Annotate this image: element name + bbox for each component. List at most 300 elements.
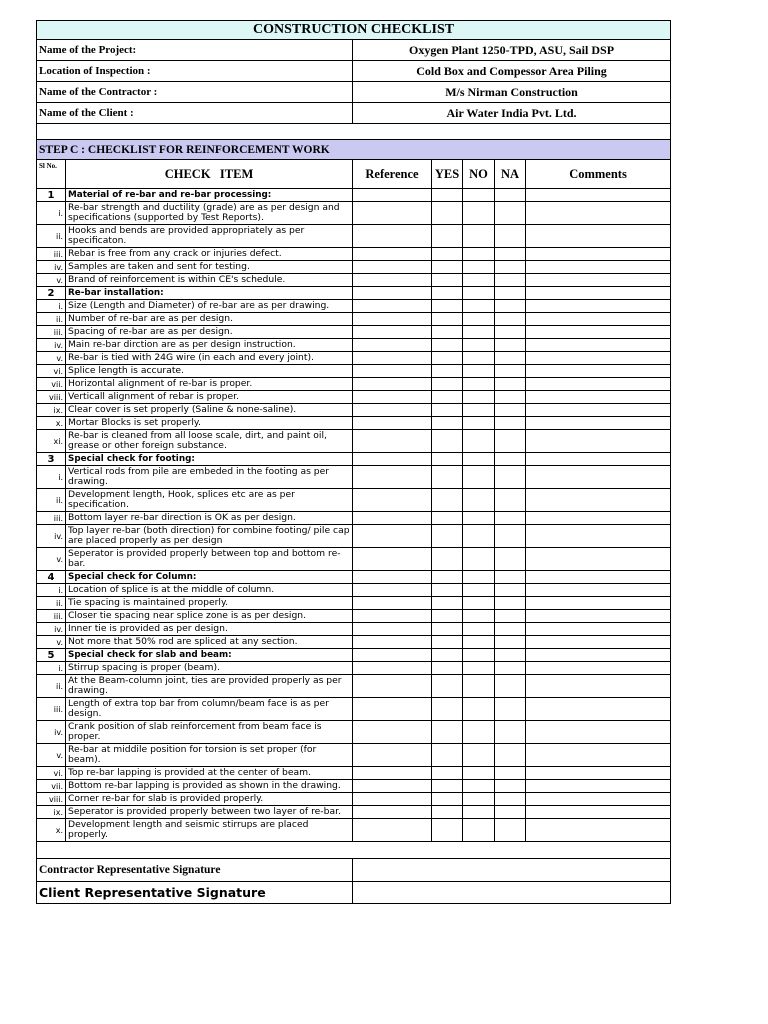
item-number: iv. bbox=[37, 721, 66, 744]
item-no-cell[interactable] bbox=[463, 339, 495, 352]
item-comments-cell[interactable] bbox=[526, 636, 671, 649]
item-no-cell[interactable] bbox=[463, 202, 495, 225]
item-na-cell[interactable] bbox=[495, 819, 526, 842]
checklist-item-row bbox=[37, 261, 671, 274]
item-comments-cell[interactable] bbox=[526, 623, 671, 636]
item-no-cell[interactable] bbox=[463, 404, 495, 417]
item-na-cell[interactable] bbox=[495, 780, 526, 793]
item-no-cell[interactable] bbox=[463, 225, 495, 248]
item-reference-cell[interactable] bbox=[353, 430, 432, 453]
item-number: ii. bbox=[37, 489, 66, 512]
item-no-cell[interactable] bbox=[463, 584, 495, 597]
item-no-cell[interactable] bbox=[463, 662, 495, 675]
item-na-cell[interactable] bbox=[495, 365, 526, 378]
item-na-cell[interactable] bbox=[495, 225, 526, 248]
section-row bbox=[37, 189, 671, 202]
section-row bbox=[37, 453, 671, 466]
item-na-cell[interactable] bbox=[495, 525, 526, 548]
item-no-cell[interactable] bbox=[463, 793, 495, 806]
section-na-cell[interactable] bbox=[495, 453, 526, 466]
section-comments-cell[interactable] bbox=[526, 189, 671, 202]
item-na-cell[interactable] bbox=[495, 744, 526, 767]
checklist-item-row bbox=[37, 352, 671, 365]
item-yes-cell[interactable] bbox=[432, 793, 463, 806]
item-text: Not more that 50% rod are spliced at any section. bbox=[66, 636, 353, 649]
item-yes-cell[interactable] bbox=[432, 300, 463, 313]
section-yes-cell[interactable] bbox=[432, 649, 463, 662]
item-text: Stirrup spacing is proper (beam). bbox=[66, 662, 353, 675]
checklist-item-row bbox=[37, 662, 671, 675]
spacer-row bbox=[37, 124, 671, 140]
item-text: Horizontal alignment of re-bar is proper. bbox=[66, 378, 353, 391]
item-yes-cell[interactable] bbox=[432, 352, 463, 365]
checklist-item-row bbox=[37, 202, 671, 225]
item-text: Inner tie is provided as per design. bbox=[66, 623, 353, 636]
section-yes-cell[interactable] bbox=[432, 453, 463, 466]
item-no-cell[interactable] bbox=[463, 248, 495, 261]
item-no-cell[interactable] bbox=[463, 489, 495, 512]
checklist-item-row bbox=[37, 819, 671, 842]
item-text: Main re-bar dirction are as per design instruction. bbox=[66, 339, 353, 352]
item-comments-cell[interactable] bbox=[526, 225, 671, 248]
checklist-item-row bbox=[37, 623, 671, 636]
section-comments-cell[interactable] bbox=[526, 287, 671, 300]
item-yes-cell[interactable] bbox=[432, 261, 463, 274]
item-yes-cell[interactable] bbox=[432, 512, 463, 525]
item-no-cell[interactable] bbox=[463, 352, 495, 365]
item-na-cell[interactable] bbox=[495, 610, 526, 623]
item-yes-cell[interactable] bbox=[432, 225, 463, 248]
item-no-cell[interactable] bbox=[463, 378, 495, 391]
item-comments-cell[interactable] bbox=[526, 430, 671, 453]
item-yes-cell[interactable] bbox=[432, 404, 463, 417]
checklist-item-row bbox=[37, 391, 671, 404]
section-reference-cell[interactable] bbox=[353, 649, 432, 662]
item-comments-cell[interactable] bbox=[526, 597, 671, 610]
item-comments-cell[interactable] bbox=[526, 378, 671, 391]
item-comments-cell[interactable] bbox=[526, 300, 671, 313]
item-number: iii. bbox=[37, 248, 66, 261]
item-no-cell[interactable] bbox=[463, 548, 495, 571]
checklist-title: CONSTRUCTION CHECKLIST bbox=[37, 21, 671, 40]
item-comments-cell[interactable] bbox=[526, 339, 671, 352]
item-na-cell[interactable] bbox=[495, 404, 526, 417]
item-reference-cell[interactable] bbox=[353, 548, 432, 571]
checklist-item-row bbox=[37, 610, 671, 623]
section-na-cell[interactable] bbox=[495, 189, 526, 202]
section-no-cell[interactable] bbox=[463, 453, 495, 466]
checklist-table bbox=[36, 20, 671, 904]
item-no-cell[interactable] bbox=[463, 721, 495, 744]
item-no-cell[interactable] bbox=[463, 313, 495, 326]
item-yes-cell[interactable] bbox=[432, 548, 463, 571]
section-title: Special check for footing: bbox=[66, 453, 353, 466]
item-yes-cell[interactable] bbox=[432, 326, 463, 339]
item-yes-cell[interactable] bbox=[432, 417, 463, 430]
item-yes-cell[interactable] bbox=[432, 780, 463, 793]
item-reference-cell[interactable] bbox=[353, 512, 432, 525]
item-number: viii. bbox=[37, 391, 66, 404]
item-reference-cell[interactable] bbox=[353, 597, 432, 610]
item-na-cell[interactable] bbox=[495, 202, 526, 225]
item-text: Top re-bar lapping is provided at the center of beam. bbox=[66, 767, 353, 780]
header-row-contractor bbox=[37, 82, 671, 103]
item-na-cell[interactable] bbox=[495, 391, 526, 404]
item-yes-cell[interactable] bbox=[432, 819, 463, 842]
section-na-cell[interactable] bbox=[495, 287, 526, 300]
item-yes-cell[interactable] bbox=[432, 365, 463, 378]
item-comments-cell[interactable] bbox=[526, 675, 671, 698]
item-no-cell[interactable] bbox=[463, 391, 495, 404]
item-number: iii. bbox=[37, 698, 66, 721]
item-reference-cell[interactable] bbox=[353, 767, 432, 780]
item-number: viii. bbox=[37, 793, 66, 806]
item-yes-cell[interactable] bbox=[432, 597, 463, 610]
item-no-cell[interactable] bbox=[463, 274, 495, 287]
section-title: Material of re-bar and re-bar processing: bbox=[66, 189, 353, 202]
item-no-cell[interactable] bbox=[463, 597, 495, 610]
item-na-cell[interactable] bbox=[495, 662, 526, 675]
item-no-cell[interactable] bbox=[463, 698, 495, 721]
item-na-cell[interactable] bbox=[495, 248, 526, 261]
item-reference-cell[interactable] bbox=[353, 780, 432, 793]
item-na-cell[interactable] bbox=[495, 378, 526, 391]
checklist-item-row bbox=[37, 466, 671, 489]
item-comments-cell[interactable] bbox=[526, 721, 671, 744]
item-na-cell[interactable] bbox=[495, 698, 526, 721]
item-comments-cell[interactable] bbox=[526, 274, 671, 287]
item-na-cell[interactable] bbox=[495, 274, 526, 287]
item-text: Verticall alignment of rebar is proper. bbox=[66, 391, 353, 404]
item-no-cell[interactable] bbox=[463, 610, 495, 623]
item-reference-cell[interactable] bbox=[353, 202, 432, 225]
item-na-cell[interactable] bbox=[495, 675, 526, 698]
item-text: Bottom layer re-bar direction is OK as per design. bbox=[66, 512, 353, 525]
item-comments-cell[interactable] bbox=[526, 489, 671, 512]
section-comments-cell[interactable] bbox=[526, 571, 671, 584]
checklist-item-row bbox=[37, 313, 671, 326]
item-na-cell[interactable] bbox=[495, 352, 526, 365]
item-na-cell[interactable] bbox=[495, 339, 526, 352]
item-reference-cell[interactable] bbox=[353, 261, 432, 274]
item-reference-cell[interactable] bbox=[353, 584, 432, 597]
item-reference-cell[interactable] bbox=[353, 391, 432, 404]
col-yes: YES bbox=[432, 160, 463, 189]
item-na-cell[interactable] bbox=[495, 623, 526, 636]
item-na-cell[interactable] bbox=[495, 512, 526, 525]
item-comments-cell[interactable] bbox=[526, 698, 671, 721]
item-yes-cell[interactable] bbox=[432, 313, 463, 326]
section-number: 3 bbox=[37, 453, 66, 466]
item-na-cell[interactable] bbox=[495, 548, 526, 571]
item-na-cell[interactable] bbox=[495, 261, 526, 274]
item-reference-cell[interactable] bbox=[353, 248, 432, 261]
item-text: Brand of reinforcement is within CE's schedule. bbox=[66, 274, 353, 287]
section-yes-cell[interactable] bbox=[432, 287, 463, 300]
col-comments: Comments bbox=[526, 160, 671, 189]
col-na: NA bbox=[495, 160, 526, 189]
item-reference-cell[interactable] bbox=[353, 793, 432, 806]
item-no-cell[interactable] bbox=[463, 326, 495, 339]
item-reference-cell[interactable] bbox=[353, 404, 432, 417]
checklist-item-row bbox=[37, 248, 671, 261]
client-signature-row bbox=[37, 882, 671, 904]
item-no-cell[interactable] bbox=[463, 300, 495, 313]
item-text: At the Beam-column joint, ties are provided properly as per drawing. bbox=[66, 675, 353, 698]
section-reference-cell[interactable] bbox=[353, 189, 432, 202]
section-comments-cell[interactable] bbox=[526, 453, 671, 466]
item-reference-cell[interactable] bbox=[353, 352, 432, 365]
item-comments-cell[interactable] bbox=[526, 202, 671, 225]
item-reference-cell[interactable] bbox=[353, 806, 432, 819]
item-reference-cell[interactable] bbox=[353, 525, 432, 548]
item-comments-cell[interactable] bbox=[526, 404, 671, 417]
item-reference-cell[interactable] bbox=[353, 326, 432, 339]
item-number: v. bbox=[37, 548, 66, 571]
item-comments-cell[interactable] bbox=[526, 313, 671, 326]
item-na-cell[interactable] bbox=[495, 313, 526, 326]
section-number: 5 bbox=[37, 649, 66, 662]
item-reference-cell[interactable] bbox=[353, 417, 432, 430]
item-comments-cell[interactable] bbox=[526, 610, 671, 623]
item-text: Number of re-bar are as per design. bbox=[66, 313, 353, 326]
checklist-item-row bbox=[37, 225, 671, 248]
item-na-cell[interactable] bbox=[495, 466, 526, 489]
item-comments-cell[interactable] bbox=[526, 248, 671, 261]
checklist-item-row bbox=[37, 548, 671, 571]
item-no-cell[interactable] bbox=[463, 767, 495, 780]
item-yes-cell[interactable] bbox=[432, 623, 463, 636]
section-yes-cell[interactable] bbox=[432, 571, 463, 584]
checklist-item-row bbox=[37, 489, 671, 512]
item-text: Development length, Hook, splices etc are as per specification. bbox=[66, 489, 353, 512]
section-no-cell[interactable] bbox=[463, 189, 495, 202]
client-value[interactable]: Air Water India Pvt. Ltd. bbox=[353, 103, 671, 124]
item-yes-cell[interactable] bbox=[432, 744, 463, 767]
section-reference-cell[interactable] bbox=[353, 453, 432, 466]
item-comments-cell[interactable] bbox=[526, 584, 671, 597]
section-na-cell[interactable] bbox=[495, 649, 526, 662]
item-yes-cell[interactable] bbox=[432, 636, 463, 649]
item-reference-cell[interactable] bbox=[353, 744, 432, 767]
item-comments-cell[interactable] bbox=[526, 793, 671, 806]
item-comments-cell[interactable] bbox=[526, 326, 671, 339]
item-yes-cell[interactable] bbox=[432, 202, 463, 225]
section-reference-cell[interactable] bbox=[353, 571, 432, 584]
spacer-cell bbox=[37, 124, 671, 140]
section-reference-cell[interactable] bbox=[353, 287, 432, 300]
item-yes-cell[interactable] bbox=[432, 698, 463, 721]
location-label: Location of Inspection : bbox=[37, 61, 353, 82]
item-comments-cell[interactable] bbox=[526, 767, 671, 780]
item-reference-cell[interactable] bbox=[353, 339, 432, 352]
item-reference-cell[interactable] bbox=[353, 610, 432, 623]
item-no-cell[interactable] bbox=[463, 261, 495, 274]
step-row bbox=[37, 140, 671, 160]
item-yes-cell[interactable] bbox=[432, 248, 463, 261]
location-value[interactable]: Cold Box and Compessor Area Piling bbox=[353, 61, 671, 82]
item-reference-cell[interactable] bbox=[353, 623, 432, 636]
section-yes-cell[interactable] bbox=[432, 189, 463, 202]
item-comments-cell[interactable] bbox=[526, 352, 671, 365]
item-yes-cell[interactable] bbox=[432, 339, 463, 352]
item-comments-cell[interactable] bbox=[526, 261, 671, 274]
item-no-cell[interactable] bbox=[463, 780, 495, 793]
section-title: Special check for slab and beam: bbox=[66, 649, 353, 662]
item-reference-cell[interactable] bbox=[353, 636, 432, 649]
item-text: Closer tie spacing near splice zone is as per design. bbox=[66, 610, 353, 623]
item-reference-cell[interactable] bbox=[353, 365, 432, 378]
client-label: Name of the Client : bbox=[37, 103, 353, 124]
item-number: xi. bbox=[37, 430, 66, 453]
item-yes-cell[interactable] bbox=[432, 489, 463, 512]
item-no-cell[interactable] bbox=[463, 512, 495, 525]
section-row bbox=[37, 649, 671, 662]
item-comments-cell[interactable] bbox=[526, 365, 671, 378]
item-yes-cell[interactable] bbox=[432, 274, 463, 287]
item-na-cell[interactable] bbox=[495, 417, 526, 430]
item-number: i. bbox=[37, 202, 66, 225]
item-comments-cell[interactable] bbox=[526, 744, 671, 767]
section-no-cell[interactable] bbox=[463, 287, 495, 300]
item-text: Samples are taken and sent for testing. bbox=[66, 261, 353, 274]
checklist-item-row bbox=[37, 300, 671, 313]
item-na-cell[interactable] bbox=[495, 584, 526, 597]
checklist-item-row bbox=[37, 525, 671, 548]
item-no-cell[interactable] bbox=[463, 466, 495, 489]
item-yes-cell[interactable] bbox=[432, 721, 463, 744]
item-comments-cell[interactable] bbox=[526, 662, 671, 675]
item-reference-cell[interactable] bbox=[353, 675, 432, 698]
item-reference-cell[interactable] bbox=[353, 721, 432, 744]
item-na-cell[interactable] bbox=[495, 767, 526, 780]
item-no-cell[interactable] bbox=[463, 819, 495, 842]
section-no-cell[interactable] bbox=[463, 649, 495, 662]
item-reference-cell[interactable] bbox=[353, 274, 432, 287]
item-no-cell[interactable] bbox=[463, 430, 495, 453]
section-comments-cell[interactable] bbox=[526, 649, 671, 662]
checklist-item-row bbox=[37, 417, 671, 430]
item-na-cell[interactable] bbox=[495, 597, 526, 610]
item-no-cell[interactable] bbox=[463, 365, 495, 378]
section-title: Re-bar installation: bbox=[66, 287, 353, 300]
item-number: x. bbox=[37, 819, 66, 842]
item-comments-cell[interactable] bbox=[526, 819, 671, 842]
item-no-cell[interactable] bbox=[463, 744, 495, 767]
item-yes-cell[interactable] bbox=[432, 662, 463, 675]
item-text: Length of extra top bar from column/beam face is as per design. bbox=[66, 698, 353, 721]
item-no-cell[interactable] bbox=[463, 525, 495, 548]
client-signature-field[interactable] bbox=[353, 882, 671, 904]
item-reference-cell[interactable] bbox=[353, 300, 432, 313]
item-yes-cell[interactable] bbox=[432, 584, 463, 597]
item-na-cell[interactable] bbox=[495, 326, 526, 339]
item-yes-cell[interactable] bbox=[432, 378, 463, 391]
item-number: v. bbox=[37, 352, 66, 365]
item-yes-cell[interactable] bbox=[432, 610, 463, 623]
checklist-item-row bbox=[37, 675, 671, 698]
client-signature-label: Client Representative Signature bbox=[37, 882, 353, 904]
item-comments-cell[interactable] bbox=[526, 512, 671, 525]
item-number: ix. bbox=[37, 404, 66, 417]
item-comments-cell[interactable] bbox=[526, 417, 671, 430]
item-text: Location of splice is at the middle of column. bbox=[66, 584, 353, 597]
item-text: Development length and seismic stirrups are placed properly. bbox=[66, 819, 353, 842]
title-row bbox=[37, 21, 671, 40]
checklist-item-row bbox=[37, 806, 671, 819]
spacer-cell bbox=[37, 842, 671, 859]
item-text: Re-bar is cleaned from all loose scale, dirt, and paint oil, grease or other foreign substance. bbox=[66, 430, 353, 453]
checklist-item-row bbox=[37, 721, 671, 744]
item-text: Hooks and bends are provided appropriately as per specificaton. bbox=[66, 225, 353, 248]
item-no-cell[interactable] bbox=[463, 623, 495, 636]
item-comments-cell[interactable] bbox=[526, 391, 671, 404]
item-reference-cell[interactable] bbox=[353, 698, 432, 721]
item-text: Corner re-bar for slab is provided properly. bbox=[66, 793, 353, 806]
item-comments-cell[interactable] bbox=[526, 466, 671, 489]
item-number: vii. bbox=[37, 378, 66, 391]
item-reference-cell[interactable] bbox=[353, 489, 432, 512]
section-number: 4 bbox=[37, 571, 66, 584]
item-comments-cell[interactable] bbox=[526, 525, 671, 548]
contractor-label: Name of the Contractor : bbox=[37, 82, 353, 103]
item-na-cell[interactable] bbox=[495, 430, 526, 453]
item-yes-cell[interactable] bbox=[432, 675, 463, 698]
item-yes-cell[interactable] bbox=[432, 466, 463, 489]
item-yes-cell[interactable] bbox=[432, 430, 463, 453]
item-na-cell[interactable] bbox=[495, 300, 526, 313]
item-text: Crank position of slab reinforcement from beam face is proper. bbox=[66, 721, 353, 744]
contractor-signature-field[interactable] bbox=[353, 859, 671, 882]
item-na-cell[interactable] bbox=[495, 636, 526, 649]
item-reference-cell[interactable] bbox=[353, 662, 432, 675]
item-na-cell[interactable] bbox=[495, 721, 526, 744]
item-number: vi. bbox=[37, 767, 66, 780]
section-na-cell[interactable] bbox=[495, 571, 526, 584]
item-na-cell[interactable] bbox=[495, 489, 526, 512]
contractor-value[interactable]: M/s Nirman Construction bbox=[353, 82, 671, 103]
item-reference-cell[interactable] bbox=[353, 313, 432, 326]
item-number: iii. bbox=[37, 326, 66, 339]
section-row bbox=[37, 571, 671, 584]
item-comments-cell[interactable] bbox=[526, 806, 671, 819]
item-reference-cell[interactable] bbox=[353, 466, 432, 489]
project-value[interactable]: Oxygen Plant 1250-TPD, ASU, Sail DSP bbox=[353, 40, 671, 61]
item-yes-cell[interactable] bbox=[432, 767, 463, 780]
item-text: Re-bar is tied with 24G wire (in each and every joint). bbox=[66, 352, 353, 365]
item-yes-cell[interactable] bbox=[432, 806, 463, 819]
item-number: ii. bbox=[37, 313, 66, 326]
item-reference-cell[interactable] bbox=[353, 819, 432, 842]
item-comments-cell[interactable] bbox=[526, 548, 671, 571]
item-text: Seperator is provided properly between top and bottom re-bar. bbox=[66, 548, 353, 571]
item-yes-cell[interactable] bbox=[432, 525, 463, 548]
project-label: Name of the Project: bbox=[37, 40, 353, 61]
item-reference-cell[interactable] bbox=[353, 378, 432, 391]
item-yes-cell[interactable] bbox=[432, 391, 463, 404]
item-no-cell[interactable] bbox=[463, 675, 495, 698]
section-no-cell[interactable] bbox=[463, 571, 495, 584]
item-reference-cell[interactable] bbox=[353, 225, 432, 248]
header-row-project bbox=[37, 40, 671, 61]
item-na-cell[interactable] bbox=[495, 793, 526, 806]
item-na-cell[interactable] bbox=[495, 806, 526, 819]
item-no-cell[interactable] bbox=[463, 417, 495, 430]
item-no-cell[interactable] bbox=[463, 806, 495, 819]
item-number: iv. bbox=[37, 623, 66, 636]
item-comments-cell[interactable] bbox=[526, 780, 671, 793]
item-no-cell[interactable] bbox=[463, 636, 495, 649]
